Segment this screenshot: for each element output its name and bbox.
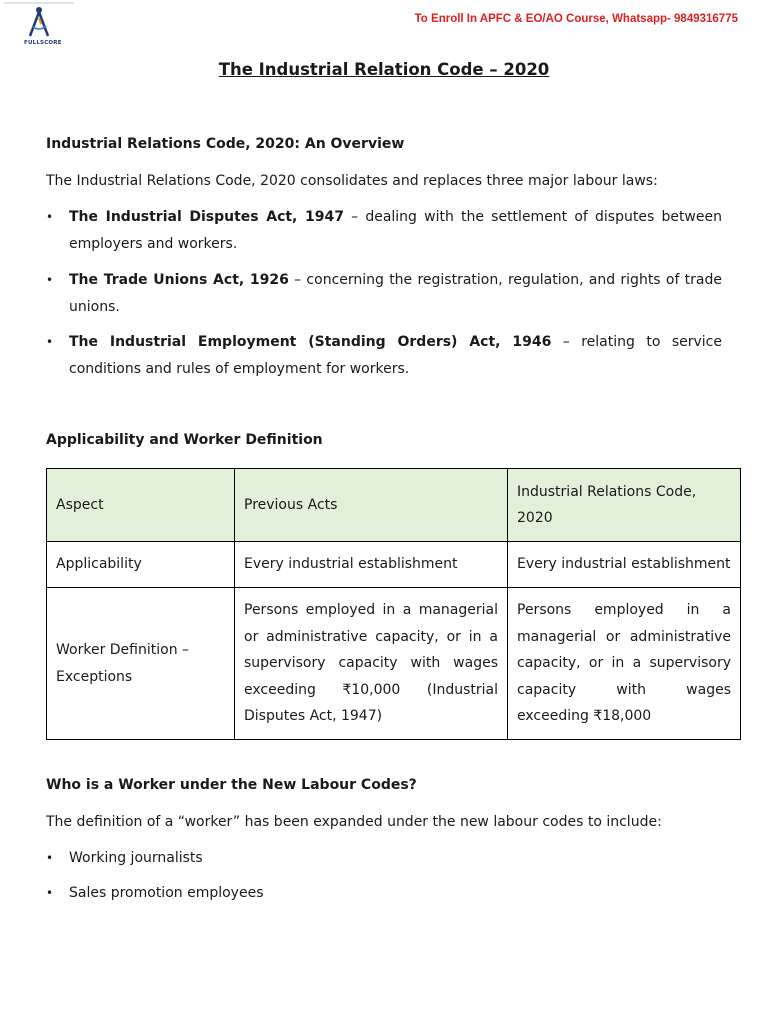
column-header: Industrial Relations Code, 2020 (508, 469, 741, 542)
list-item (46, 845, 722, 872)
law-name: The Industrial Employment (Standing Orders) Act, 1946 (69, 334, 552, 350)
list-item (46, 267, 722, 320)
compass-logo-icon (26, 6, 52, 40)
bullet-icon: • (46, 335, 54, 349)
law-description: – relating to service conditions and rules of employment for workers. (69, 334, 722, 377)
comparison-table (46, 468, 741, 740)
bullet-icon: • (46, 886, 54, 900)
worker-intro: The definition of a “worker” has been expanded under the new labour codes to include: (46, 814, 662, 830)
column-header: Aspect (47, 469, 235, 542)
law-description: – concerning the registration, regulation, and rights of trade unions. (69, 272, 722, 315)
bullet-icon: • (46, 273, 54, 287)
table-header-row (47, 469, 741, 542)
bullet-icon: • (46, 851, 54, 865)
list-item-text: Sales promotion employees (69, 885, 264, 901)
enroll-banner: To Enroll In APFC & EO/AO Course, Whatsapp- 9849316775 (414, 13, 738, 25)
list-item (46, 880, 722, 907)
list-item-text: Working journalists (69, 850, 203, 866)
logo (4, 2, 74, 48)
overview-heading: Industrial Relations Code, 2020: An Overview (46, 136, 405, 152)
bullet-icon: • (46, 210, 54, 224)
law-description: – dealing with the settlement of disputes between employers and workers. (69, 209, 722, 252)
table-row (47, 542, 741, 588)
table-cell: Worker Definition – Exceptions (47, 588, 235, 740)
table-cell: Persons employed in a managerial or administrative capacity, or in a supervisory capacity with wages exceeding ₹10,000 (Industrial Disputes Act, 1947) (235, 588, 508, 740)
overview-intro: The Industrial Relations Code, 2020 consolidates and replaces three major labour laws: (46, 173, 658, 189)
applicability-heading: Applicability and Worker Definition (46, 432, 323, 448)
law-name: The Trade Unions Act, 1926 (69, 272, 289, 288)
table-cell: Applicability (47, 542, 235, 588)
table-cell: Every industrial establishment (508, 542, 741, 588)
list-item (46, 204, 722, 257)
column-header: Previous Acts (235, 469, 508, 542)
law-name: The Industrial Disputes Act, 1947 (69, 209, 344, 225)
worker-heading: Who is a Worker under the New Labour Codes? (46, 777, 417, 793)
table-cell: Every industrial establishment (235, 542, 508, 588)
logo-frame (4, 2, 74, 4)
table-row (47, 588, 741, 740)
table-cell: Persons employed in a managerial or administrative capacity, or in a supervisory capacity with wages exceeding ₹18,000 (508, 588, 741, 740)
list-item (46, 329, 722, 382)
page-title: The Industrial Relation Code – 2020 (218, 60, 550, 79)
logo-text: FULLSCORE (24, 40, 62, 46)
